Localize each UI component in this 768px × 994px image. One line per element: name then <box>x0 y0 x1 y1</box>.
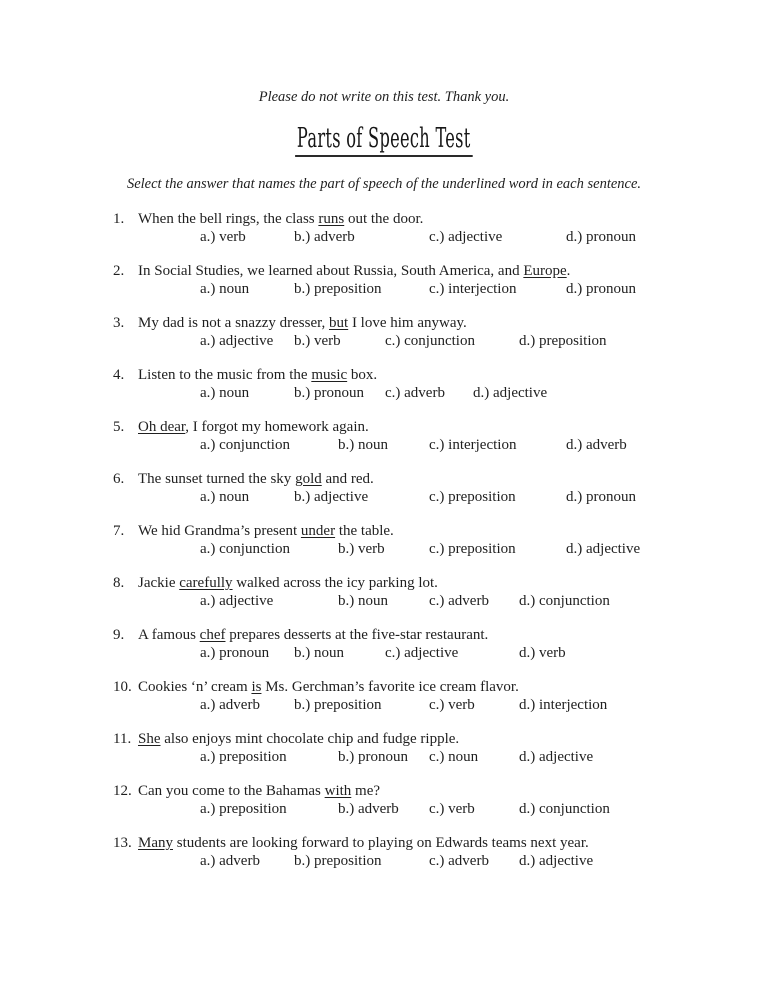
answer-option: d.) adverb <box>566 437 627 453</box>
answer-option: c.) preposition <box>429 541 516 557</box>
questions-list <box>113 211 768 887</box>
answer-row <box>200 489 720 506</box>
question-item <box>113 523 768 575</box>
sentence-post-text: Ms. Gerchman’s favorite ice cream flavor. <box>261 679 519 695</box>
sentence-post-text: walked across the icy parking lot. <box>232 575 438 591</box>
answer-option: a.) adverb <box>200 853 260 869</box>
answer-option: b.) preposition <box>294 853 382 869</box>
question-number: 11. <box>113 731 132 747</box>
underlined-word: under <box>300 523 336 539</box>
question-number: 1. <box>113 211 125 227</box>
answer-option: c.) verb <box>429 697 475 713</box>
underlined-word: gold <box>295 471 322 487</box>
question-item <box>113 783 768 835</box>
answer-option: d.) adjective <box>473 385 548 401</box>
underlined-word: carefully <box>179 575 233 591</box>
answer-row <box>200 697 720 714</box>
sentence-post-text: prepares desserts at the five-star restaurant. <box>225 627 489 643</box>
underlined-word: Europe <box>523 263 567 279</box>
answer-option: a.) adjective <box>200 593 274 609</box>
question-sentence <box>113 471 768 488</box>
answer-option: c.) adverb <box>429 853 489 869</box>
answer-option: b.) noun <box>338 437 388 453</box>
answer-option: b.) preposition <box>294 697 382 713</box>
answer-option: a.) noun <box>200 281 250 297</box>
question-item <box>113 835 768 887</box>
answer-option: d.) conjunction <box>519 593 610 609</box>
sentence-post-text: me? <box>351 783 381 799</box>
answer-row <box>200 281 720 298</box>
sentence-post-text: also enjoys mint chocolate chip and fudge ripple. <box>160 731 460 747</box>
answer-row <box>200 541 720 558</box>
question-item <box>113 419 768 471</box>
answer-option: a.) adverb <box>200 697 260 713</box>
answer-option: d.) adjective <box>566 541 641 557</box>
answer-option: b.) verb <box>338 541 385 557</box>
question-sentence <box>113 627 768 644</box>
answer-option: b.) adverb <box>294 229 355 245</box>
answer-option: c.) adjective <box>429 229 503 245</box>
answer-option: c.) adverb <box>385 385 445 401</box>
question-number: 7. <box>113 523 125 539</box>
question-number: 13. <box>113 835 132 851</box>
answer-option: c.) interjection <box>429 281 517 297</box>
sentence-pre-text: My dad is not a snazzy dresser, <box>138 315 330 331</box>
answer-option: a.) pronoun <box>200 645 270 661</box>
question-item <box>113 679 768 731</box>
answer-option: c.) preposition <box>429 489 516 505</box>
answer-option: a.) conjunction <box>200 541 290 557</box>
sentence-pre-text: Can you come to the Bahamas <box>138 783 325 799</box>
question-item <box>113 315 768 367</box>
underlined-word: is <box>251 679 262 695</box>
question-number: 12. <box>113 783 132 799</box>
instructions-text: Select the answer that names the part of speech of the underlined word in each sentence. <box>126 176 642 192</box>
answer-option: b.) noun <box>338 593 388 609</box>
answer-option: a.) conjunction <box>200 437 290 453</box>
answer-row <box>200 437 720 454</box>
answer-option: c.) verb <box>429 801 475 817</box>
question-item <box>113 471 768 523</box>
page-title: Parts of Speech Test <box>295 123 472 157</box>
question-item <box>113 575 768 627</box>
answer-option: b.) adjective <box>294 489 369 505</box>
answer-option: d.) adjective <box>519 853 594 869</box>
answer-option: d.) verb <box>519 645 566 661</box>
sentence-post-text: out the door. <box>344 211 424 227</box>
underlined-word: Many <box>138 835 173 851</box>
answer-row <box>200 749 720 766</box>
sentence-post-text: box. <box>347 367 378 383</box>
answer-option: d.) preposition <box>519 333 607 349</box>
answer-row <box>200 229 720 246</box>
answer-option: b.) adverb <box>338 801 399 817</box>
answer-row <box>200 853 720 870</box>
answer-option: d.) conjunction <box>519 801 610 817</box>
answer-option: c.) adverb <box>429 593 489 609</box>
sentence-post-text: and red. <box>321 471 374 487</box>
sentence-post-text: I love him anyway. <box>348 315 467 331</box>
answer-row <box>200 801 720 818</box>
sentence-pre-text: Cookies ‘n’ cream <box>138 679 252 695</box>
sentence-post-text: . <box>566 263 571 279</box>
answer-option: d.) interjection <box>519 697 608 713</box>
underlined-word: runs <box>318 211 345 227</box>
question-sentence <box>113 315 768 332</box>
question-item <box>113 263 768 315</box>
answer-option: c.) noun <box>429 749 479 765</box>
question-number: 5. <box>113 419 125 435</box>
question-number: 8. <box>113 575 125 591</box>
sentence-post-text: students are looking forward to playing on Edwards teams next year. <box>173 835 589 851</box>
sentence-pre-text: We hid Grandma’s present <box>138 523 301 539</box>
answer-option: a.) preposition <box>200 749 287 765</box>
answer-option: a.) verb <box>200 229 246 245</box>
sentence-pre-text: When the bell rings, the class <box>138 211 319 227</box>
underlined-word: music <box>311 367 348 383</box>
question-sentence <box>113 263 768 280</box>
answer-row <box>200 385 720 402</box>
answer-option: a.) noun <box>200 385 250 401</box>
question-sentence <box>113 783 768 800</box>
sentence-post-text: the table. <box>335 523 394 539</box>
sentence-pre-text: Jackie <box>138 575 180 591</box>
sentence-pre-text: Listen to the music from the <box>138 367 312 383</box>
answer-option: b.) pronoun <box>294 385 364 401</box>
title-container <box>0 123 768 157</box>
answer-option: b.) pronoun <box>338 749 408 765</box>
sentence-pre-text: In Social Studies, we learned about Russia, South America, and <box>138 263 524 279</box>
answer-option: d.) pronoun <box>566 229 636 245</box>
answer-row <box>200 645 720 662</box>
answer-option: c.) interjection <box>429 437 517 453</box>
question-sentence <box>113 211 768 228</box>
underlined-word: Oh dear <box>138 419 186 435</box>
underlined-word: with <box>324 783 352 799</box>
question-item <box>113 367 768 419</box>
sentence-pre-text: A famous <box>138 627 200 643</box>
answer-option: a.) preposition <box>200 801 287 817</box>
underlined-word: but <box>329 315 349 331</box>
underlined-word: chef <box>199 627 226 643</box>
question-item <box>113 211 768 263</box>
question-number: 2. <box>113 263 125 279</box>
question-sentence <box>113 575 768 592</box>
question-number: 9. <box>113 627 125 643</box>
question-number: 4. <box>113 367 125 383</box>
answer-option: b.) preposition <box>294 281 382 297</box>
answer-row <box>200 593 720 610</box>
sentence-post-text: , I forgot my homework again. <box>185 419 369 435</box>
answer-option: b.) noun <box>294 645 344 661</box>
answer-option: d.) pronoun <box>566 281 636 297</box>
question-item <box>113 627 768 679</box>
question-sentence <box>113 419 768 436</box>
answer-option: d.) adjective <box>519 749 594 765</box>
question-item <box>113 731 768 783</box>
underlined-word: She <box>138 731 161 747</box>
question-number: 3. <box>113 315 125 331</box>
answer-option: c.) adjective <box>385 645 459 661</box>
answer-option: a.) adjective <box>200 333 274 349</box>
question-sentence <box>113 523 768 540</box>
answer-row <box>200 333 720 350</box>
question-sentence <box>113 367 768 384</box>
sentence-pre-text: The sunset turned the sky <box>138 471 296 487</box>
question-number: 6. <box>113 471 125 487</box>
answer-option: d.) pronoun <box>566 489 636 505</box>
answer-option: b.) verb <box>294 333 341 349</box>
question-sentence <box>113 679 768 696</box>
question-sentence <box>113 731 768 748</box>
question-number: 10. <box>113 679 132 695</box>
question-sentence <box>113 835 768 852</box>
answer-option: a.) noun <box>200 489 250 505</box>
answer-option: c.) conjunction <box>385 333 475 349</box>
do-not-write-notice: Please do not write on this test. Thank you. <box>258 89 510 105</box>
